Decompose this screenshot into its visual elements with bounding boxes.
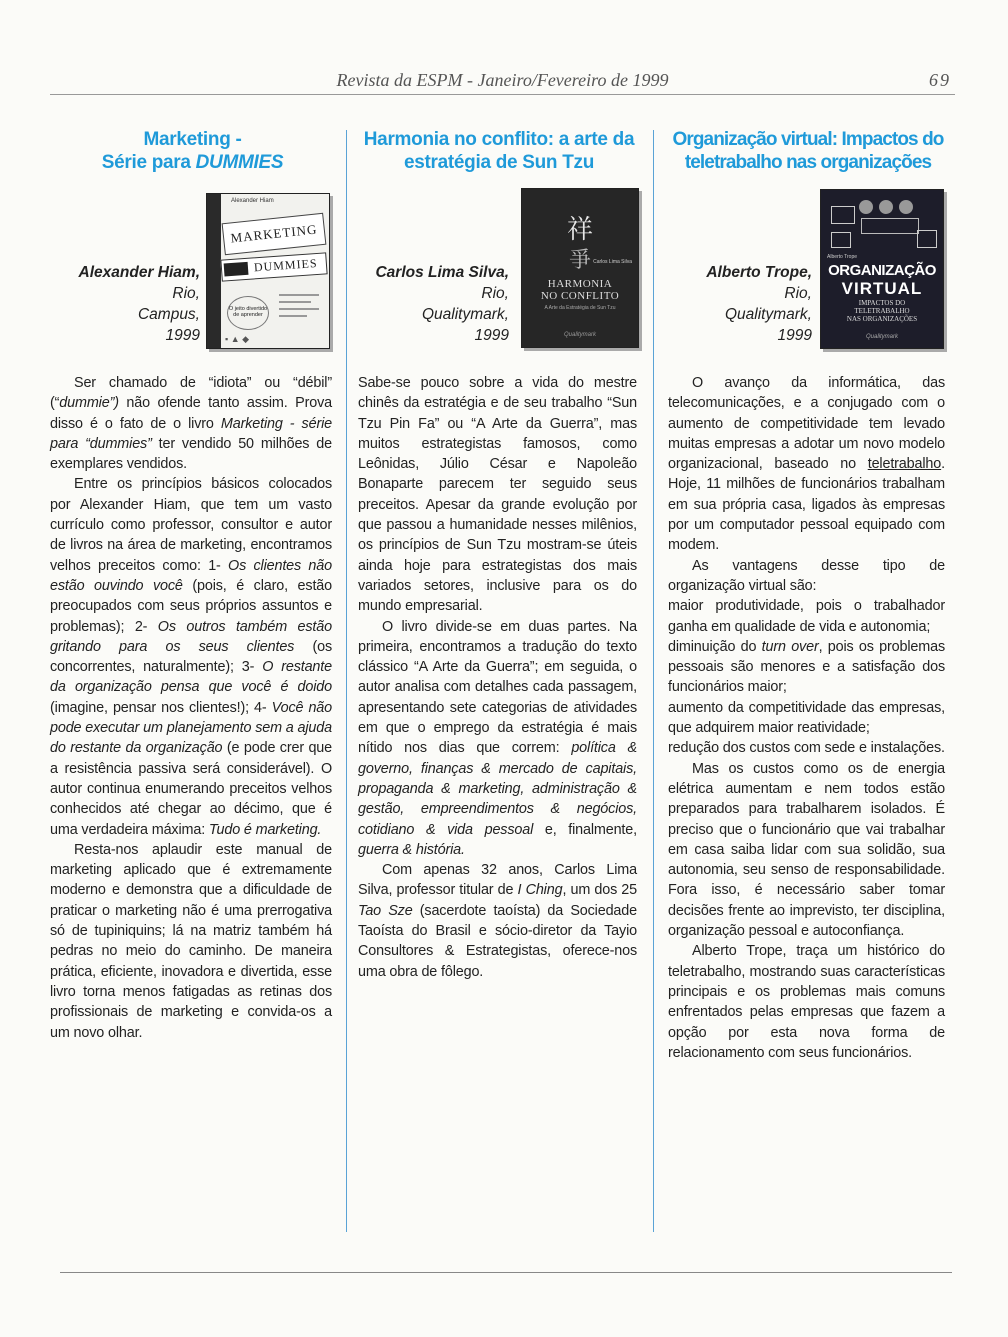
paragraph: [358, 617, 637, 861]
text-run: Mas os custos como os de energia elétrica aumentam e nem todos estão preparados para trabalharem isolados. É preciso que o funcionário que vai trabalhar em casa saiba lidar com sua solidão, sua autonomia, seu senso de responsabilidade. Fora isso, é necessário saber tomar decisões frente ao imprevisto, ter disciplina, organização pessoal e autoconfiança.: [668, 760, 945, 940]
book-year: 1999: [474, 327, 509, 344]
book-info: [660, 262, 812, 346]
cover-subtitle-line: TELETRABALHO: [854, 307, 910, 315]
paragraph: [50, 474, 332, 839]
column-divider: [346, 130, 347, 1232]
text-run: dummie”): [59, 395, 119, 412]
cover-glyph: 祥: [566, 214, 593, 244]
review-title-line: Organização virtual: Impactos do: [672, 129, 944, 150]
cover-title: HARMONIA: [547, 278, 613, 290]
book-city: Rio,: [481, 285, 509, 302]
text-run: O avanço da informática, das telecomunicações, e a conjugado com o aumento de competitividade tem levado muitas empresas a adotar um novo modelo organizacional, baseado no: [668, 375, 945, 473]
list-item: [668, 637, 945, 698]
book-author: Carlos Lima Silva,: [375, 264, 509, 281]
text-run: . Hoje, 11 milhões de funcionários trabalham em sua própria casa, ligados às empresas por um computador pessoal equipado com modem.: [668, 456, 945, 554]
cover-publisher: Qualitymark: [865, 334, 898, 340]
review-body: [50, 373, 332, 1043]
cover-subtitle-line: IMPACTOS DO: [858, 299, 906, 307]
cover-badge: [224, 262, 249, 277]
cover-author: Alberto Trope: [827, 254, 858, 260]
book-city: Rio,: [172, 285, 200, 302]
text-run: Tudo é marketing.: [208, 821, 322, 838]
book-author: Alberto Trope,: [706, 264, 812, 281]
text-run: ter vendido 50 milhões de exemplares vendidos.: [50, 435, 332, 473]
text-run: As vantagens desse tipo de organização virtual são:: [668, 557, 945, 594]
book-city: Rio,: [784, 285, 812, 302]
cover-graphic: [827, 196, 939, 252]
review-title: [50, 128, 335, 174]
paragraph: [358, 860, 637, 982]
cover-spine-band: [207, 194, 221, 348]
text-run: (pois, é claro, estão preocupados com seus próprios assuntos e problemas); 2-: [50, 577, 332, 635]
list-item: [668, 596, 945, 637]
text-run: Sabe-se pouco sobre a vida do mestre chinês da estratégia e de seu trabalho “Sun Tzu Pin Fa” ou “A Arte da Guerra”, mas muitos estrategistas famosos, como Leônidas, Júlio César e Napoleão Bonaparte parecem ter seguido seus preceitos. Apesar da grande evolução por que passou a humanidade nesses milênios, os princípios de Sun Tzu mostram-se úteis ainda hoje para estrategistas dos mais variados setores, inclusive para os do mundo empresarial.: [358, 375, 637, 615]
footer-rule: [60, 1272, 952, 1273]
text-run: (imagine, pensar nos clientes!); 4-: [50, 699, 272, 716]
journal-title: Revista da ESPM - Janeiro/Fevereiro de 1999: [336, 70, 669, 90]
book-cover-harmonia: [521, 188, 639, 348]
paragraph: [50, 373, 332, 474]
review-title: [658, 128, 958, 174]
paragraph: [668, 759, 945, 942]
text-run: Marketing - série para “dummies”: [50, 415, 332, 452]
cover-top-text: Alexander Hiam: [231, 198, 274, 204]
book-publisher: Campus,: [137, 306, 200, 323]
text-run: diminuição do: [668, 638, 762, 655]
review-title-part: DUMMIES: [195, 152, 284, 173]
list-item: [668, 738, 945, 758]
text-run: Os clientes não estão ouvindo você: [50, 557, 332, 594]
text-run: turn over: [761, 638, 819, 655]
book-cover-organizacao-virtual: [820, 189, 944, 349]
review-title-line: teletrabalho nas organizações: [684, 152, 932, 173]
paragraph: [50, 840, 332, 1043]
text-run: Com apenas 32 anos, Carlos Lima Silva, professor titular de: [358, 862, 637, 899]
paragraph: [358, 373, 637, 617]
cover-icons: ▪ ▲ ◆: [225, 334, 250, 344]
cover-series-box: [220, 252, 327, 281]
book-cover-marketing-dummies: [206, 193, 330, 349]
running-header: [50, 68, 955, 95]
text-run: O livro divide-se em duas partes. Na primeira, encontramos a tradução do texto clássico “A Arte da Guerra”; em seguida, o autor analisa com detalhes cada passagem, apresentando sete categorias de atividades em que o emprego da estratégia é mais nítido nos dias que correm:: [358, 618, 637, 757]
cover-subtitle: [821, 299, 943, 323]
cover-title: ORGANIZAÇÃO: [828, 262, 936, 279]
cover-title: VIRTUAL: [841, 279, 923, 298]
book-info: [50, 262, 200, 346]
text-run: política & governo, finanças & mercado de capitais, propaganda & marketing, administração & gestão, empreendimentos & negócios, cotidiano & vida pessoal: [358, 740, 637, 838]
book-year: 1999: [777, 327, 812, 344]
cover-subtitle: A Arte da Estratégia de Sun Tzu: [544, 305, 616, 311]
text-run: teletrabalho: [867, 456, 942, 473]
review-title: [352, 128, 646, 174]
column-divider: [653, 130, 654, 1232]
text-run: Ser chamado de “idiota” ou “débil” (“: [50, 375, 332, 412]
cover-title: MARKETING: [229, 221, 318, 246]
text-run: aumento da competitividade das empresas, que adquirem maior reatividade;: [668, 699, 945, 737]
cover-publisher: Qualitymark: [563, 332, 596, 338]
review-organizacao-virtual: [658, 128, 958, 174]
text-run: O restante da organização pensa que você é doido: [50, 659, 332, 696]
paragraph: [668, 556, 945, 597]
review-marketing-dummies: [50, 128, 335, 174]
text-run: (sacerdote taoísta) da Sociedade Taoísta do Brasil e sócio-diretor da Tayio Consultores & Estrategistas, oferece-nos uma obra de fôlego.: [358, 902, 637, 980]
review-title-line: Harmonia no conflito: a arte da: [363, 129, 635, 150]
text-run: (e pode crer que a resistência passiva será considerável). O autor continua enumerando preceitos velhos conhecidos até chegar ao décimo, que é uma verdadeira máxima:: [50, 740, 333, 838]
book-author: Alexander Hiam,: [78, 264, 200, 281]
cover-bullets: [279, 294, 319, 330]
review-title-line: [50, 151, 335, 174]
text-run: Você não pode executar um planejamento sem a ajuda do restante da organização: [50, 699, 333, 757]
text-run: não ofende tanto assim. Prova disso é o fato de o livro: [50, 395, 332, 432]
review-body: [668, 373, 945, 1063]
text-run: Alberto Trope, traça um histórico do teletrabalho, mostrando suas características principais e os problemas mais comuns enfrentados pelas empresas que fazem a opção por esta nova forma de relacionamento com seus funcionários.: [668, 943, 945, 1061]
cover-series: DUMMIES: [253, 255, 318, 275]
text-run: redução dos custos com sede e instalações.: [668, 740, 945, 757]
text-run: Os outros também estão gritando para os seus clientes: [50, 618, 332, 655]
text-run: Entre os princípios básicos colocados por Alexander Hiam, que tem um vasto currículo como professor, consultor e autor de livros na área de marketing, encontramos velhos preceitos como: 1-: [50, 476, 332, 574]
book-publisher: Qualitymark,: [422, 306, 509, 323]
review-title-part: Série para: [101, 152, 196, 173]
review-harmonia-no-conflito: [352, 128, 646, 174]
text-run: guerra & história.: [358, 841, 465, 858]
text-run: maior produtividade, pois o trabalhador ganha em qualidade de vida e autonomia;: [668, 598, 945, 635]
review-body: [358, 373, 637, 982]
list-item: [668, 698, 945, 739]
text-run: , um dos 25: [562, 882, 638, 899]
cover-tagline: O jeito divertido de aprender: [227, 296, 269, 330]
text-run: Tao Sze: [358, 902, 413, 919]
book-info: [352, 262, 509, 346]
book-year: 1999: [165, 327, 200, 344]
cover-title: NO CONFLITO: [540, 290, 620, 302]
review-title-line: estratégia de Sun Tzu: [403, 152, 595, 173]
text-run: Resta-nos aplaudir este manual de marketing aplicado que é extremamente moderno e demonstra que a dificuldade de praticar o marketing não é uma prerrogativa só de tupiniquins; lá na matriz também há pedras no meio do caminho. De maneira prática, eficiente, inovadora e divertida, esse livro torna menos fatigadas as retinas dos profissionais de marketing e convida-os a um novo olhar.: [50, 841, 332, 1041]
text-run: (os concorrentes, naturalmente); 3-: [50, 638, 332, 676]
text-run: e, finalmente,: [533, 821, 637, 838]
book-publisher: Qualitymark,: [725, 306, 812, 323]
cover-author: Carlos Lima Silva: [593, 259, 632, 265]
review-title-line: Marketing -: [143, 129, 242, 150]
cover-glyph: 爭: [568, 247, 591, 272]
text-run: , pois os problemas pessoais são menores e a satisfação dos funcionários maior;: [668, 638, 945, 696]
cover-title-box: [222, 213, 327, 255]
page-number: 69: [929, 70, 951, 90]
cover-subtitle-line: NAS ORGANIZAÇÕES: [846, 315, 918, 323]
paragraph: [668, 373, 945, 556]
paragraph: [668, 941, 945, 1063]
text-run: I Ching: [517, 882, 563, 899]
